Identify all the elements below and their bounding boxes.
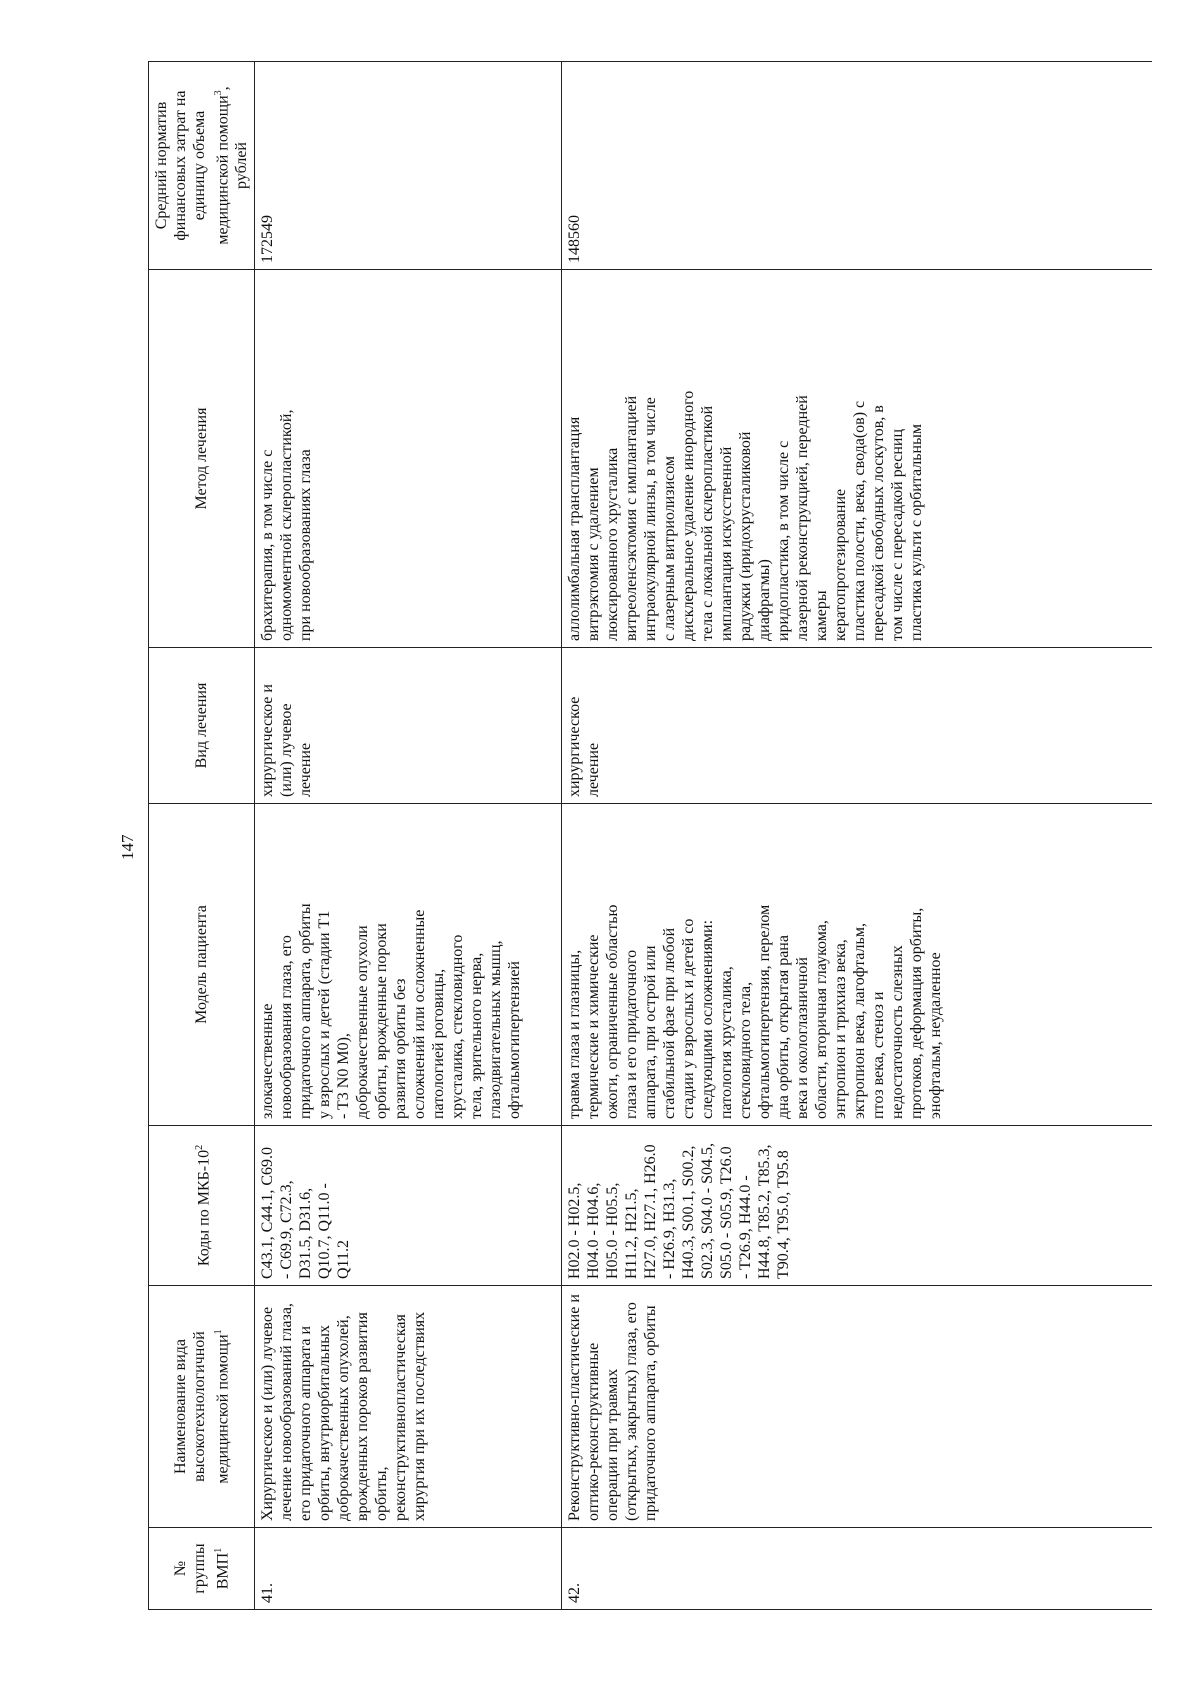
text-line: T90.4, T95.0, T95.8 — [775, 1150, 793, 1279]
text-line: дисклеральное удаление инородного — [680, 390, 698, 641]
text-line: области, вторичная глаукома, — [813, 920, 831, 1119]
text-line: камеры — [813, 590, 831, 641]
text-line: глазодвигательных мышц, — [487, 940, 505, 1119]
text-line: орбиты, внутриорбитальных — [316, 1324, 334, 1521]
text-line: протоков, деформация орбиты, — [908, 907, 926, 1119]
text-line: при новообразованиях глаза — [297, 449, 315, 641]
text-line: доброкачественных опухолей, — [335, 1315, 353, 1521]
text-line: имплантация искусственной — [718, 446, 736, 641]
text-line: H02.0 - H02.5, — [566, 1182, 584, 1279]
text-line: лечение новообразований глаза, — [278, 1303, 296, 1521]
text-line: - C69.9, C72.3, — [278, 1180, 296, 1279]
text-line: с лазерным витриолизисом — [661, 455, 679, 641]
header-group-no: № группы ВМП$^1$ — [149, 1528, 255, 1610]
text-line: одномоментной склеропластикой, — [278, 409, 296, 641]
cell-vmp-name — [562, 1286, 1153, 1528]
text-line: хирургическое — [566, 696, 584, 797]
cell-avg-cost — [255, 62, 562, 270]
text-line: том числе с пересадкой ресниц — [889, 428, 907, 641]
text-line: H05.0 - H05.5, — [604, 1182, 622, 1279]
text-line: лечение — [297, 742, 315, 797]
text-line: развития орбиты без — [392, 978, 410, 1119]
text-line: дна орбиты, открытая рана — [775, 935, 793, 1119]
cell-vmp-name — [255, 1286, 562, 1528]
text-line: иридопластика, в том числе с — [775, 440, 793, 641]
text-line: - T3 N0 M0), — [335, 1033, 353, 1119]
cell-avg-cost — [562, 62, 1153, 270]
text-line: люксированного хрусталика — [604, 447, 622, 641]
text-line: тела с локальной склеропластикой — [699, 405, 717, 641]
text-line: орбиты, врожденные пороки — [373, 923, 391, 1119]
text-line: придаточного аппарата, орбиты — [642, 1305, 660, 1521]
page-number: 147 — [118, 834, 137, 860]
text-line: (открытых, закрытых) глаза, его — [623, 1302, 641, 1521]
header-vmp-name: Наименование вида высокотехнологичной медицинской помощи$^1$ — [149, 1286, 255, 1528]
text-line: Q11.2 — [335, 1240, 353, 1279]
text-line: C43.1, C44.1, C69.0 — [259, 1146, 277, 1279]
text-line: орбиты, — [373, 1466, 391, 1521]
table-header-row — [149, 62, 255, 1610]
text-line: офтальмогипертензия, перелом — [756, 904, 774, 1119]
text-line: придаточного аппарата, орбиты — [297, 903, 315, 1119]
text-line: реконструктивнопластическая — [392, 1314, 410, 1521]
table-row — [562, 62, 1153, 1610]
cell-number-text: 41. — [259, 1583, 277, 1603]
header-patient-model: Модель пациента — [149, 804, 255, 1126]
header-mkb-codes: Коды по МКБ-$10^2$ — [149, 1126, 255, 1286]
cell-mkb-codes — [255, 1126, 562, 1286]
text-line: новообразования глаза, его — [278, 935, 296, 1119]
text-line: H04.0 - H04.6, — [585, 1182, 603, 1279]
text-line: H11.2, H21.5, — [623, 1188, 641, 1279]
text-line: глаза и его придаточного — [623, 949, 641, 1119]
text-line: века и окологлазничной — [794, 957, 812, 1119]
text-line: следующими осложнениями: — [699, 919, 717, 1119]
text-line: птоз века, стеноз и — [870, 991, 888, 1119]
text-line: - T26.9, H44.0 - — [737, 1175, 755, 1279]
text-line: радужки (иридохрусталиковой — [737, 431, 755, 641]
text-line: у взрослых и детей (стадии T1 — [316, 910, 334, 1119]
cell-number-text: 42. — [566, 1583, 584, 1603]
text-line: ожоги, ограниченные областью — [604, 904, 622, 1119]
cell-treatment-type — [562, 648, 1153, 804]
text-line: оптико-реконструктивные — [585, 1342, 603, 1521]
text-line: офтальмогипертензией — [506, 961, 524, 1119]
text-line: витреоленсэктомия с имплантацией — [623, 395, 641, 641]
text-line: пластика культи с орбитальным — [908, 424, 926, 641]
text-line: стадии у взрослых и детей со — [680, 918, 698, 1119]
rotated-page-content — [148, 62, 1152, 1610]
text-line: аллолимбальная трансплантация — [566, 416, 584, 641]
text-line: энтропион и трихиаз века, — [832, 939, 850, 1119]
text-line: Хирургическое и (или) лучевое — [259, 1306, 277, 1521]
text-line: кератопротезирование — [832, 488, 850, 641]
text-line: интраокулярной линзы, в том числе — [642, 397, 660, 641]
text-line: брахитерапия, в том числе с — [259, 449, 277, 641]
cell-treatment-method — [255, 270, 562, 648]
header-treatment-type: Вид лечения — [149, 648, 255, 804]
cell-number — [562, 1528, 1153, 1610]
cell-patient-model — [255, 804, 562, 1126]
text-line: S05.0 - S05.9, T26.0 — [718, 1146, 736, 1279]
text-line: диафрагмы) — [756, 559, 774, 641]
text-line: врожденных пороков развития — [354, 1312, 372, 1521]
cell-avg-cost-text: 148560 — [566, 215, 584, 263]
cell-treatment-method — [562, 270, 1153, 648]
text-line: витрэктомия с удалением — [585, 467, 603, 641]
text-line: патология хрусталика, — [718, 966, 736, 1119]
cell-treatment-type — [255, 648, 562, 804]
text-line: злокачественные — [259, 1003, 277, 1119]
text-line: лазерной реконструкцией, передней — [794, 395, 812, 641]
text-line: его придаточного аппарата и — [297, 1325, 315, 1521]
text-line: энофтальм, неудаленное — [927, 952, 945, 1119]
text-line: доброкачественные опухоли — [354, 925, 372, 1119]
text-line: Q10.7, Q11.0 - — [316, 1183, 334, 1279]
text-line: H44.8, T85.2, T85.3, — [756, 1144, 774, 1279]
cell-mkb-codes — [562, 1126, 1153, 1286]
cell-patient-model — [562, 804, 1153, 1126]
table-row — [255, 62, 562, 1610]
text-line: операции при травмах — [604, 1368, 622, 1521]
header-treatment-method: Метод лечения — [149, 270, 255, 648]
header-avg-cost: Средний норматив финансовых затрат на единицу объема медицинской помощи$^3$, рублей — [149, 62, 255, 270]
text-line: эктропион века, лагофтальм, — [851, 923, 869, 1119]
text-line: Реконструктивно-пластические и — [566, 1294, 584, 1521]
text-line: хирургическое и — [259, 684, 277, 797]
text-line: хирургия при их последствиях — [411, 1311, 429, 1521]
text-line: стабильной фазе при любой — [661, 927, 679, 1119]
cell-number — [255, 1528, 562, 1610]
text-line: стекловидного тела, — [737, 981, 755, 1119]
vmp-table — [148, 61, 1152, 1610]
text-line: лечение — [585, 742, 603, 797]
text-line: недостаточность слезных — [889, 945, 907, 1119]
text-line: термические и химические — [585, 934, 603, 1119]
text-line: аппарата, при острой или — [642, 945, 660, 1119]
text-line: S02.3, S04.0 - S04.5, — [699, 1142, 717, 1279]
text-line: травма глаза и глазницы, — [566, 949, 584, 1119]
text-line: D31.5, D31.6, — [297, 1187, 315, 1279]
text-line: H27.0, H27.1, H26.0 — [642, 1144, 660, 1279]
text-line: - H26.9, H31.3, — [661, 1178, 679, 1279]
text-line: пластика полости, века, свода(ов) с — [851, 400, 869, 641]
text-line: (или) лучевое — [278, 703, 296, 797]
text-line: патологией роговицы, — [430, 968, 448, 1119]
text-line: тела, зрительного нерва, — [468, 952, 486, 1119]
text-line: пересадкой свободных лоскутов, в — [870, 405, 888, 641]
cell-avg-cost-text: 172549 — [259, 215, 277, 263]
text-line: H40.3, S00.1, S00.2, — [680, 1145, 698, 1279]
text-line: осложнений или осложненные — [411, 909, 429, 1119]
text-line: хрусталика, стекловидного — [449, 934, 467, 1119]
